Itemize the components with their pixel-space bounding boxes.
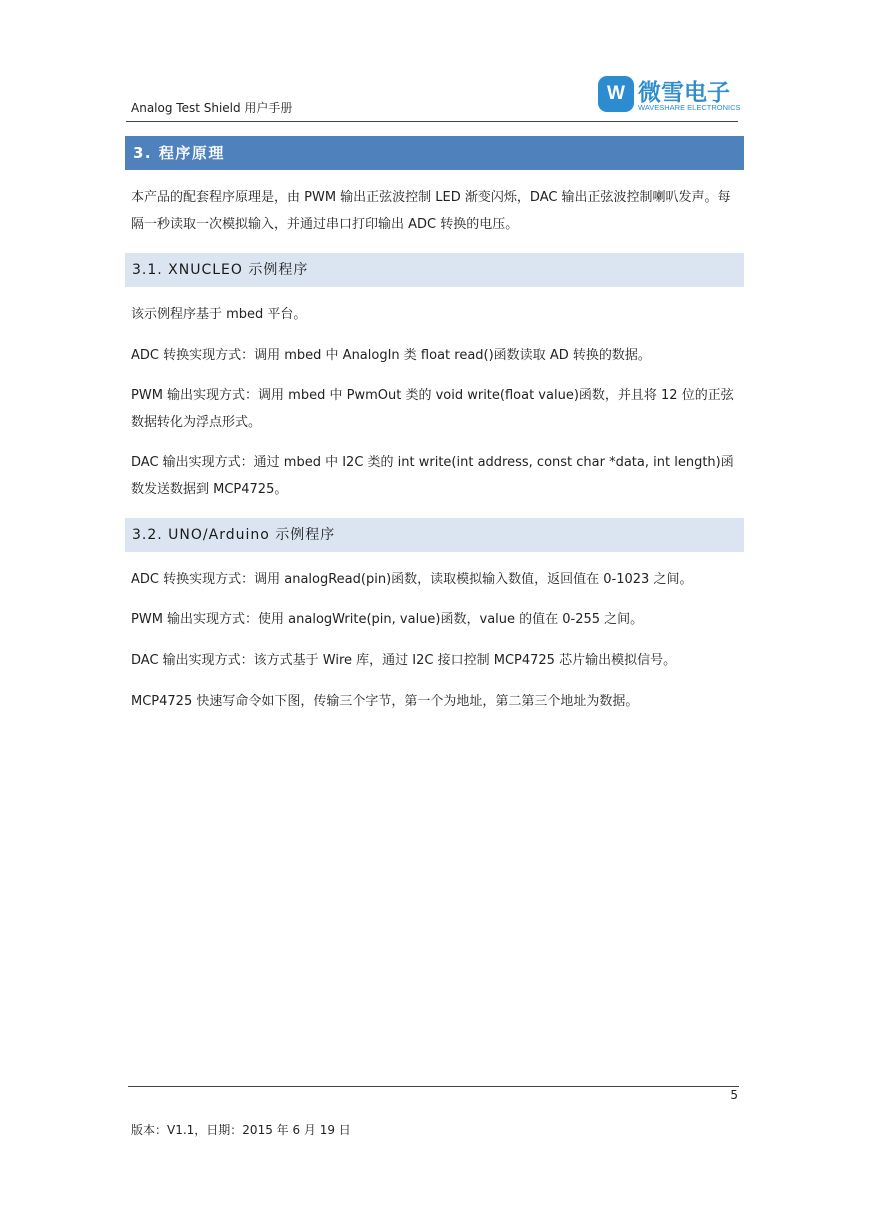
xnucleo-paragraph-dac: DAC 输出实现方式：通过 mbed 中 I2C 类的 int write(int address, const char *data, int length)函数发送数据到 MCP4725。 — [131, 455, 734, 497]
xnucleo-paragraph-pwm: PWM 输出实现方式：调用 mbed 中 PwmOut 类的 void write(float value)函数，并且将 12 位的正弦数据转化为浮点形式。 — [131, 388, 734, 430]
logo-badge-icon: W — [598, 76, 634, 112]
xnucleo-paragraph-adc: ADC 转换实现方式：调用 mbed 中 AnalogIn 类 float read()函数读取 AD 转换的数据。 — [131, 348, 651, 363]
header-divider — [126, 121, 738, 122]
arduino-paragraph-mcp4725: MCP4725 快速写命令如下图，传输三个字节，第一个为地址，第二第三个地址为数据。 — [131, 694, 639, 709]
logo-english-text: WAVESHARE ELECTRONICS — [638, 103, 741, 112]
page-number: 5 — [730, 1088, 738, 1102]
version-info: 版本：V1.1，日期：2015 年 6 月 19 日 — [131, 1123, 351, 1137]
arduino-paragraph-pwm: PWM 输出实现方式：使用 analogWrite(pin, value)函数，value 的值在 0-255 之间。 — [131, 612, 644, 627]
waveshare-logo — [598, 74, 743, 116]
subsection-heading-arduino: 3.2. UNO/Arduino 示例程序 — [125, 518, 744, 552]
subsection-heading-xnucleo: 3.1. XNUCLEO 示例程序 — [125, 253, 744, 287]
logo-chinese-text: 微雪电子 — [638, 80, 730, 106]
footer-divider — [128, 1086, 739, 1087]
section-heading: 3. 程序原理 — [125, 136, 744, 170]
arduino-paragraph-adc: ADC 转换实现方式：调用 analogRead(pin)函数，读取模拟输入数值，返回值在 0-1023 之间。 — [131, 572, 693, 587]
arduino-paragraph-dac: DAC 输出实现方式：该方式基于 Wire 库，通过 I2C 接口控制 MCP4725 芯片输出模拟信号。 — [131, 653, 677, 668]
xnucleo-paragraph-platform: 该示例程序基于 mbed 平台。 — [131, 307, 307, 322]
document-title: Analog Test Shield 用户手册 — [131, 101, 293, 115]
section-intro-paragraph: 本产品的配套程序原理是，由 PWM 输出正弦波控制 LED 渐变闪烁，DAC 输出正弦波控制喇叭发声。每隔一秒读取一次模拟输入，并通过串口打印输出 ADC 转换的电压。 — [131, 190, 731, 232]
